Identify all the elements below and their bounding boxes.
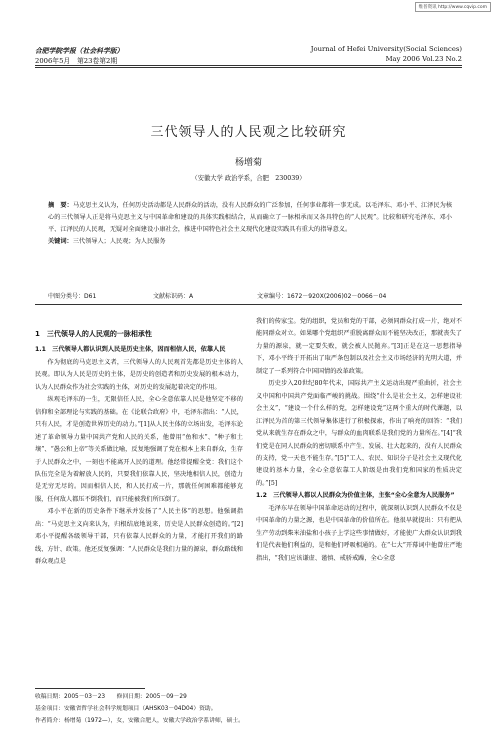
issue-cn: 2006年5月 第23卷第2期	[35, 57, 118, 65]
paragraph: 毛泽东早在领导中国革命运动的过程中，就深刻认识到人民群众不仅是中国革命的力量之源，也是中国革命的价值所在。他很早就提出：只有把从生产劳动到柴米油盐和小孩子上学这些事情做好，才能使广大群众认识到我们是代表他们利益的，是和他们呼吸相通的。在“七大”开幕词中他曾庄严地指出，“我们应该谦虚、谨慎、戒骄戒躁，全心全意	[256, 504, 462, 562]
archive-watermark: 维普资讯 http://www.cqvip.com	[415, 2, 491, 12]
author-bio: 作者简介：杨增菊（1972—），女，安徽合肥人，安徽大学政治学系讲师，硕士。	[35, 718, 244, 724]
author-name: 杨增菊	[234, 158, 262, 168]
header-rule	[35, 65, 462, 66]
paragraph: 纵观毛泽东的一生，无限信任人民，全心全意依靠人民是他坚定不移的信仰和全部理论与实践的基础。在《论联合政府》中，毛泽东指出：“人民，只有人民，才是创造世界历史的动力。”[1]从人民主体的立场出发，毛泽东论述了革命领导力量中国共产党和人民的关系，他曾用“鱼和水”、“种子和土壤”、“愚公和上帝”等关系做比喻，反复地强调了党在根本上来自群众，生存于人民群众之中，一刻也不能离开人民的道理。他经常提醒全党：我们这个队伍完全是为着解放人民的，只要我们依靠人民，坚决地相信人民，创造力是无穷无尽的。因而相信人民，和人民打成一片，那就任何困难都能够克服，任何敌人都压不倒我们，而只能被我们所压倒了。	[35, 396, 243, 503]
abstract-text: 马克思主义认为，任何历史活动都是人民群众的活动，没有人民群众的广泛参加，任何事业都将一事无成。以毛泽东、邓小平、江泽民为核心的三代领导人正是将马克思主义与中国革命和建设的具体实践相结合，从而确立了一脉相承而又各具特色的“人民观”。比较和研究毛泽东、邓小平、江泽民的人民观，无疑对全面建设小康社会，推进中国特色社会主义现代化建设实践具有重大的指导意义。	[48, 202, 453, 233]
clc-number: 中图分类号：D61	[48, 293, 97, 300]
body-column-left	[35, 316, 243, 569]
paragraph: 我们的传家宝。党的组织，党员和党的干部，必须同群众打成一片，绝对不能同群众对立。如果哪个党组织严重脱离群众而不能坚决改正，那就丧失了力量的源泉，就一定要失败，就会被人民抛弃。”[3]正是在这一思想指导下，邓小平终于开拓出了取严条包制以及社会主义市场经济的光明大道，并制定了一系列符合中国国情的改革政策。	[256, 318, 462, 375]
received-date: 收稿日期：2005－03－23 修回日期：2005－09－29	[35, 694, 187, 700]
keywords: 三代领导人；人民观；为人民服务	[72, 238, 166, 245]
section-heading-1: 1 三代领导人的人民观的一脉相承性	[35, 330, 152, 338]
body-column-right	[256, 316, 462, 565]
paragraph: 历史步入20世纪80年代末，国际共产主义运动出现严重曲折，社会主义中国和中国共产党面临严峻的挑战。围绕“什么是社会主义，怎样建设社会主义”，“建设一个什么样的党，怎样建设党”这两个重大的时代课题，以江泽民为首的第三代领导集体进行了积极探索，作出了响亮的回答：“我们党从来就生存在群众之中，与群众的血肉联系是我们党的力量所在。”[4]“我们党是在同人民群众的密切联系中产生、发展、壮大起来的，没有人民群众的支持，党一天也不能生存。”[5]“工人、农民、知识分子是社会主义现代化建设的基本力量，全心全意依靠工人阶级是由我们党和国家的性质决定的。”[5]	[256, 380, 462, 487]
keywords-label: 关键词：	[48, 238, 73, 245]
journal-name-cn: 合肥学院学报（社会科学版）	[35, 47, 124, 55]
paragraph: 邓小平在新的历史条件下继承并发扬了“人民主体”的思想。他强调指出：“马克思主义向来认为，归根结底地说来，历史是人民群众创造的。”[2]邓小平提醒各级领导干部，只有依靠人民群众的力量，才能打开我们的路线、方针、政策。他还反复强调：“人民群众是我们力量的源泉，群众路线和群众观点是	[35, 508, 243, 566]
paragraph: 作为彻底的马克思主义者，三代领导人的人民观首先都是历史主体的人民观。即认为人民是历史的主体，是历史的创造者和历史发展的根本动力，认为人民群众作为社会实践的主体，对历史的发展起着决定的作用。	[35, 358, 243, 391]
journal-name-en: Journal of Hefei University(Social Sciences)	[310, 45, 462, 53]
abstract-rule	[35, 304, 462, 305]
abstract-label: 摘 要：	[48, 202, 73, 209]
article-number: 文章编号：1672－920X(2006)02－0066－04	[257, 293, 387, 300]
document-code: 文献标识码：A	[153, 293, 194, 300]
footnote-rule	[35, 688, 145, 689]
issue-en: May 2006 Vol.23 No.2	[385, 55, 462, 63]
paper-title: 三代领导人的人民观之比较研究	[150, 125, 347, 140]
subsection-heading-1-1: 1.1 三代领导人都认识到人民是历史主体，因而相信人民，依靠人民	[35, 346, 226, 354]
header-rule-thin	[35, 67, 462, 68]
fund-info: 基金项目：安徽省哲学社会科学规划项目（AHSK03－04D04）资助。	[35, 706, 217, 712]
subsection-heading-1-2: 1.2 三代领导人都以人民群众为价值主体，主张“全心全意为人民服务”	[256, 492, 455, 500]
abstract	[48, 200, 452, 248]
author-affiliation: （安徽大学 政治学系，合肥 230039）	[191, 175, 306, 182]
